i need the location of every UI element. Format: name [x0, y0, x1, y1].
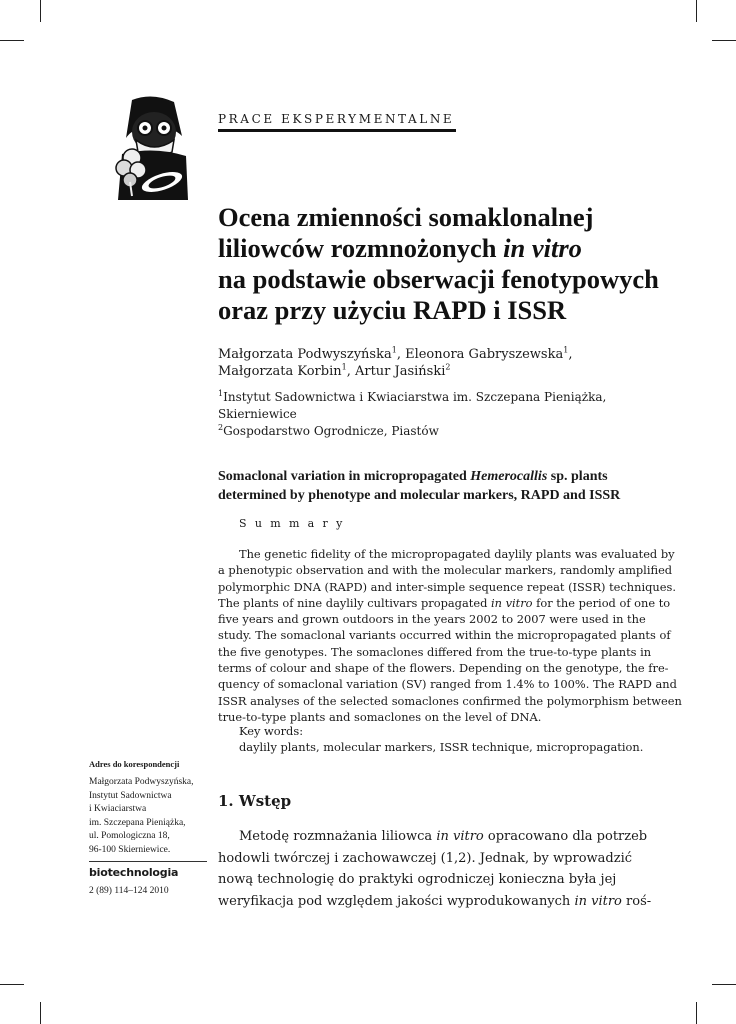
abstract-line: five years and grown outdoors in the years 2002 to 2007 were used in the	[218, 612, 646, 627]
crop-mark	[0, 984, 24, 985]
keywords-label: Key words:	[239, 724, 304, 738]
section-rule	[218, 129, 456, 132]
title-line: na podstawie obserwacji fenotypowych	[218, 264, 659, 294]
abstract-line: true-to-type plants and somaclones on the level of DNA.	[218, 709, 542, 724]
correspondence-label: Adres do korespondencji	[89, 759, 180, 769]
affiliation: Skierniewice	[218, 407, 297, 421]
correspondence-address: Małgorzata Podwyszyńska, Instytut Sadownictwa i Kwiaciarstwa im. Szczepana Pieniążka, ul. Pomologiczna 18, 96-100 Skierniewice.	[89, 777, 194, 855]
crop-mark	[696, 0, 697, 22]
keywords: daylily plants, molecular markers, ISSR technique, micropropagation.	[239, 740, 644, 754]
abstract-line: quency of somaclonal variation (SV) ranged from 1.4% to 100%. The RAPD and	[218, 677, 677, 692]
crop-mark	[712, 40, 736, 41]
crop-mark	[40, 1002, 41, 1024]
section-label: PRACE EKSPERYMENTALNE	[218, 112, 455, 126]
abstract	[218, 546, 682, 725]
section-heading: 1. Wstęp	[218, 792, 292, 810]
title-line: Ocena zmienności somaklonalnej	[218, 202, 594, 232]
title-line: oraz przy użyciu RAPD i ISSR	[218, 295, 567, 325]
author-name: Artur Jasiński	[354, 364, 446, 379]
crop-mark	[40, 0, 41, 22]
author-list: Małgorzata Podwyszyńska$^1$, Eleonora Gabryszewska$^1$, Małgorzata Korbin$^1$, Artur Jasiński$^2$	[218, 345, 573, 379]
crop-mark	[0, 40, 24, 41]
author-name: Eleonora Gabryszewska	[405, 347, 564, 362]
abstract-line: a phenotypic observation and with the molecular markers, randomly amplified	[218, 563, 673, 578]
affiliation: $^2$Gospodarstwo Ogrodnicze, Piastów	[218, 423, 439, 438]
abstract-line: study. The somaclonal variants occurred within the micropropagated plants of	[218, 628, 671, 643]
abstract-line: polymorphic DNA (RAPD) and inter-simple sequence repeat (ISSR) techniques.	[218, 579, 676, 594]
article-title	[218, 202, 659, 326]
sidebar-rule	[89, 861, 207, 862]
author-name: Małgorzata Podwyszyńska	[218, 347, 392, 362]
abstract-line: The plants of nine daylily cultivars propagated in vitro for the period of one to	[218, 595, 671, 610]
affiliations	[218, 389, 628, 440]
body-paragraph: Metodę rozmnażania liliowca in vitro opracowano dla potrzeb hodowli twórczej i zachowawczej (1,2). Jednak, by wprowadzić nową technologię do praktyki ogrodniczej konieczna była jej weryfikacja pod względem jakości wyprodukowanych in vitro roś-	[218, 829, 652, 909]
issue-info: 2 (89) 114–124 2010	[89, 886, 169, 896]
abstract-line: the five genotypes. The somaclones differed from the true-to-type plants in	[218, 644, 652, 659]
crop-mark	[696, 1002, 697, 1024]
journal-name: biotechnologia	[89, 866, 179, 879]
abstract-line: The genetic fidelity of the micropropagated daylily plants was evaluated by	[239, 547, 675, 561]
title-line: liliowców rozmnożonych in vitro	[218, 233, 582, 263]
crop-mark	[712, 984, 736, 985]
abstract-line: terms of colour and shape of the flowers. Depending on the genotype, the fre-	[218, 661, 669, 676]
affiliation: $^1$Instytut Sadownictwa i Kwiaciarstwa im. Szczepana Pieniążka,	[218, 389, 607, 404]
author-name: Małgorzata Korbin	[218, 364, 342, 379]
english-title: Somaclonal variation in micropropagated Hemerocallis sp. plants determined by phenotype and molecular markers, RAPD and ISSR	[218, 469, 621, 503]
abstract-line: ISSR analyses of the selected somaclones confirmed the polymorphism between	[218, 693, 682, 708]
section-logo-illustration	[112, 96, 192, 200]
summary-heading: S u m m a r y	[239, 517, 345, 530]
